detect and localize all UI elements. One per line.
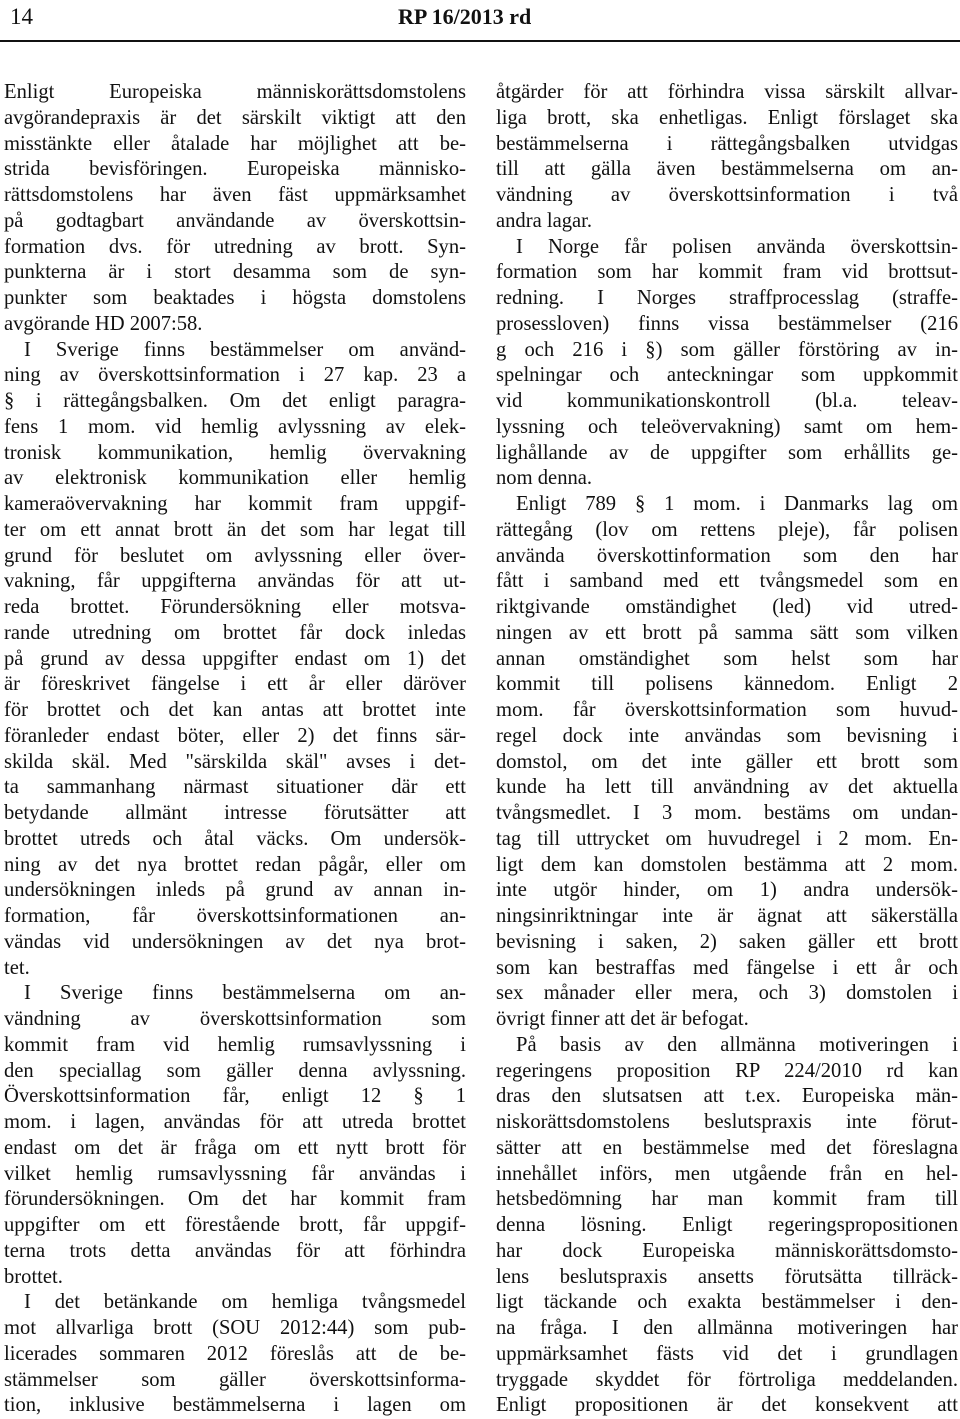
text-line: strida bevisföringen. Europeiska människo-: [4, 158, 466, 181]
text-line: formation, får överskottsinformationen an-: [4, 905, 466, 927]
text-line: formation som har kommit fram vid brottsut-: [496, 261, 958, 284]
text-line: regeringens proposition RP 224/2010 rd kan: [496, 1059, 958, 1082]
text-line: vilket hemlig rumsavlyssning får användas i: [4, 1162, 466, 1185]
text-line: kommit till polisens kännedom. Enligt 2: [496, 673, 958, 696]
text-line: föranleder endast böter, eller 2) det finns sär-: [4, 724, 466, 747]
text-line: tag till uttrycket om huvudregel i 2 mom. En-: [496, 827, 958, 850]
text-line: grund för beslutet om avlyssning eller över-: [4, 544, 466, 567]
text-line: vändning av överskottsinformation som: [4, 1008, 466, 1030]
text-line: på godtagbart användande av överskottsin-: [4, 209, 466, 232]
text-line: innehållet införs, men utgående från en hel-: [496, 1162, 958, 1185]
text-line: tronisk kommunikation, hemlig övervakning: [4, 441, 466, 464]
text-line: ningsinriktningar inte är ägnat att säkerställa: [496, 905, 958, 927]
text-line: prosessloven) finns vissa bestämmelser (216: [496, 312, 958, 335]
text-line: avgörandepraxis är det särskilt viktigt att den: [4, 106, 466, 129]
text-line: till att gälla även bestämmelserna om an-: [496, 158, 958, 181]
text-line: nom denna.: [496, 467, 593, 490]
page-number: 14: [10, 4, 33, 29]
text-line: tet.: [4, 956, 30, 979]
text-line: ning av det nya brottet redan pågår, eller om: [4, 853, 466, 876]
text-line: ta sammanhang närmast situationer där ett: [4, 776, 466, 799]
text-line: ter om ett annat brott än det som har legat till: [4, 518, 466, 541]
text-line: punkterna är i stort desamma som de syn-: [4, 261, 466, 284]
text-line: mom. får överskottsinformation som huvud-: [496, 699, 958, 721]
text-line: niskorättsdomstolens beslutspraxis inte förut-: [496, 1111, 958, 1133]
header-rule: [0, 40, 960, 42]
text-line: åtgärder för att förhindra vissa särskilt allvar-: [496, 81, 958, 103]
text-line: ligt dem kan domstolen bestämma att 2 mom.: [496, 853, 958, 876]
text-line: kunde ha lett till användning av det aktuella: [496, 776, 958, 799]
text-line: fått i samband med ett tvångsmedel som en: [496, 570, 958, 593]
text-line: tryggade skyddet för förtroliga meddelanden.: [496, 1368, 958, 1391]
text-line: som kan bestraffas med fängelse i ett år och: [496, 956, 958, 979]
text-line: kameraövervakning har kommit fram uppgif-: [4, 493, 466, 515]
text-line: dras den slutsatsen att t.ex. Europeiska män-: [496, 1085, 958, 1108]
text-line: denna lösning. Enligt regeringspropositionen: [496, 1214, 958, 1236]
text-line: Enligt 789 § 1 mom. i Danmarks lag om: [516, 493, 958, 515]
text-line: vändning av överskottsinformation i två: [496, 184, 958, 206]
text-line: tion, inklusive bestämmelserna i lagen om: [4, 1394, 466, 1417]
text-line: § i rättegångsbalken. Om det enligt paragra-: [4, 390, 466, 412]
text-line: na fråga. I den allmänna motiveringen har: [496, 1317, 958, 1339]
text-line: vakning, får uppgifterna användas för att ut-: [4, 570, 466, 593]
text-line: I Sverige finns bestämmelserna om an-: [24, 982, 466, 1005]
text-line: formation dvs. för utredning av brott. Syn-: [4, 235, 466, 258]
text-line: av elektronisk kommunikation eller hemlig: [4, 467, 466, 490]
text-line: fens 1 mom. vid hemlig avlyssning av elek-: [4, 415, 466, 438]
text-line: I Sverige finns bestämmelser om använd-: [24, 338, 466, 361]
text-line: misstänkte eller åtalade har möjlighet att be-: [4, 132, 466, 155]
text-line: för brottet och det kan antas att brottet inte: [4, 699, 466, 721]
text-line: undersökningen inleds på grund av annan in-: [4, 879, 466, 902]
text-line: avgörande HD 2007:58.: [4, 312, 203, 335]
text-line: bevisning i saken, 2) saken gäller ett brott: [496, 930, 958, 953]
text-line: stämmelser som gäller överskottsinforma-: [4, 1368, 466, 1391]
text-line: I Norge får polisen använda överskottsin-: [516, 235, 958, 258]
text-line: riktgivande omständighet (led) vid utred-: [496, 596, 958, 618]
text-line: lens beslutspraxis ansetts förutsätta tillräck-: [496, 1265, 958, 1288]
text-line: på grund av dessa uppgifter endast om 1) det: [4, 647, 466, 670]
text-line: sätter att en bestämmelse med det föreslagna: [496, 1136, 958, 1159]
running-head: RP 16/2013 rd: [398, 4, 532, 29]
text-line: liga brott, ska enhetligas. Enligt förslaget ska: [496, 106, 958, 129]
text-line: g och 216 i §) som gäller förstöring av in-: [496, 338, 958, 361]
text-line: sex månader eller mera, och 3) domstolen i: [496, 982, 958, 1005]
text-line: rättsdomstolens har även fäst uppmärksamhet: [4, 184, 466, 206]
text-line: bestämmelserna i rättegångsbalken utvidgas: [496, 132, 958, 155]
text-line: reda brottet. Förundersökning eller motsva-: [4, 596, 466, 618]
text-line: ligt täckande och exakta bestämmelser i den-: [496, 1291, 958, 1314]
text-line: endast om det är fråga om ett nytt brott för: [4, 1136, 466, 1159]
text-line: Enligt propositionen är det konsekvent att: [496, 1394, 958, 1417]
text-line: terna trots detta användas för att förhindra: [4, 1239, 466, 1262]
text-line: rättegång (lov om rettens pleje), får polisen: [496, 518, 958, 541]
text-line: andra lagar.: [496, 209, 593, 232]
text-line: licerades sommaren 2012 föreslås att de be-: [4, 1342, 466, 1365]
text-line: vid kommunikationskontroll (bl.a. teleav-: [496, 390, 958, 412]
text-line: tvångsmedlet. I 3 mom. bestäms om undan-: [496, 802, 958, 824]
text-line: inte utgör hinder, om 1) andra undersök-: [496, 879, 958, 902]
text-line: punkter som beaktades i högsta domstolens: [4, 287, 466, 309]
text-line: brottet utreds och åtal väcks. Om undersök-: [4, 827, 466, 850]
text-line: övrigt finner att det är befogat.: [496, 1008, 749, 1030]
text-line: kommit fram vid hemlig rumsavlyssning i: [4, 1033, 466, 1056]
right-column: [496, 80, 958, 1419]
text-line: vändas vid undersökningen av det nya brot-: [4, 930, 466, 953]
text-line: Enligt Europeiska människorättsdomstolens: [4, 81, 466, 103]
text-line: den speciallag som gäller denna avlyssning.: [4, 1059, 466, 1082]
text-line: använda överskottinformation som den har: [496, 544, 958, 567]
text-line: har dock Europeiska människorättsdomsto-: [496, 1239, 958, 1262]
text-line: På basis av den allmänna motiveringen i: [516, 1033, 958, 1056]
text-line: ningen av ett brott på samma sätt som vilken: [496, 621, 958, 644]
text-line: lyssning och teleövervakning) samt om hem-: [496, 415, 958, 438]
text-line: redning. I Norges straffprocesslag (straffe-: [496, 287, 958, 309]
left-column: [4, 80, 466, 1419]
text-line: ning av överskottsinformation i 27 kap. 23 a: [4, 364, 466, 387]
text-line: brottet.: [4, 1265, 63, 1288]
text-line: mom. i lagen, användas för att utreda brottet: [4, 1111, 466, 1133]
text-line: betydande allmänt intresse förutsätter att: [4, 802, 466, 824]
text-line: Överskottsinformation får, enligt 12 § 1: [4, 1085, 466, 1108]
text-line: uppmärksamhet fästs vid det i grundlagen: [496, 1342, 958, 1365]
text-line: uppgifter om ett förestående brott, får uppgif-: [4, 1214, 466, 1236]
text-line: lighållande av de uppgifter som erhållits ge-: [496, 441, 958, 464]
text-line: skilda skäl. Med "särskilda skäl" avses i det-: [4, 750, 466, 773]
text-line: domstol, om det inte gäller ett brott som: [496, 750, 958, 773]
text-line: regel dock inte användas som bevisning i: [496, 724, 958, 747]
text-line: I det betänkande om hemliga tvångsmedel: [24, 1291, 466, 1314]
text-line: hetsbedömning har man kommit fram till: [496, 1188, 958, 1211]
text-line: förundersökningen. Om det har kommit fram: [4, 1188, 466, 1211]
text-line: spelningar och anteckningar som uppkommit: [496, 364, 958, 387]
text-line: rande utredning om brottet får dock inledas: [4, 621, 466, 644]
text-line: annan omständighet som helst som har: [496, 647, 958, 670]
text-line: mot allvarliga brott (SOU 2012:44) som pub-: [4, 1317, 466, 1339]
text-line: är föreskrivet fängelse i ett år eller däröver: [4, 673, 466, 696]
